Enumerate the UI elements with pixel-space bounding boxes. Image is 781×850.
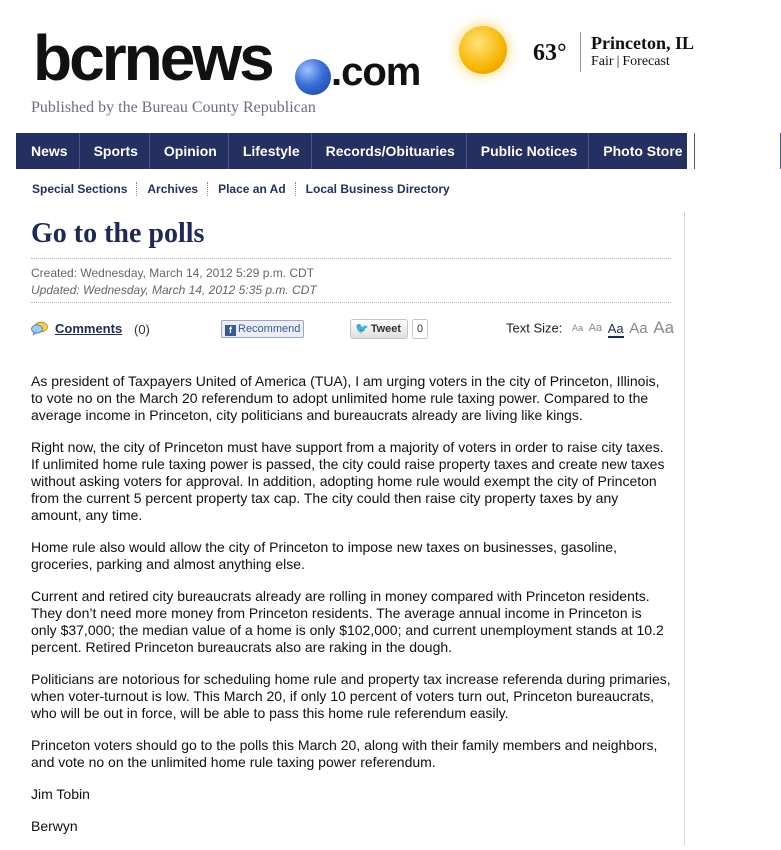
weather-divider [580, 32, 581, 72]
weather-city[interactable]: Princeton, IL [591, 33, 694, 53]
article-title: Go to the polls [31, 218, 205, 249]
main-nav [16, 133, 769, 169]
nav-item-news[interactable]: News [16, 133, 80, 169]
updated-timestamp: Updated: Wednesday, March 14, 2012 5:35 p.m. CDT [31, 283, 317, 297]
article-body [31, 373, 671, 850]
tweet-button[interactable] [350, 319, 408, 339]
weather-links [591, 54, 670, 70]
content-right-border [684, 212, 685, 845]
title-divider [31, 258, 671, 259]
nav-item-lifestyle[interactable]: Lifestyle [229, 133, 312, 169]
article-paragraph: Right now, the city of Princeton must have support from a majority of voters in order to raise city taxes. If unlimited home rule taxing power is passed, the city could raise property taxes and create new taxes without asking voters for approval. In addition, adopting home rule would exempt the city of Princeton from the current 5 percent property tax cap. The city could then raise city property taxes by any amount, any time. [31, 439, 665, 523]
comments-count: (0) [134, 322, 150, 337]
site-header [0, 0, 694, 132]
article-paragraph: Current and retired city bureaucrats already are rolling in money compared with Princeton residents. They don’t need more money from Princeton residents. The average annual income in Princeton is only $37,000; the median value of a home is only $102,000; and current unemployment stands at 10.2 percent. Retired Princeton bureaucrats also are raking in the dough. [31, 588, 664, 655]
logo-main-text: bcrnews [33, 22, 272, 94]
tweet-label: Tweet [370, 323, 402, 335]
subnav-item-special-sections[interactable]: Special Sections [32, 182, 137, 196]
logo-suffix-text: .com [331, 50, 421, 94]
nav-item-photo-store[interactable]: Photo Store [589, 133, 694, 169]
text-size-control [506, 318, 674, 338]
logo-ball-icon [295, 59, 331, 95]
facebook-recommend-label: Recommend [238, 323, 301, 335]
weather-separator: | [616, 54, 620, 69]
nav-item-sports[interactable]: Sports [80, 133, 150, 169]
nav-item-records-obituaries[interactable]: Records/Obituaries [312, 133, 467, 169]
article-meta [31, 265, 317, 299]
weather-condition: Fair [591, 54, 614, 69]
site-tagline: Published by the Bureau County Republican [31, 99, 316, 116]
subnav-item-place-an-ad[interactable]: Place an Ad [218, 182, 296, 196]
forecast-link[interactable]: Forecast [622, 54, 670, 69]
subnav-item-local-business-directory[interactable]: Local Business Directory [305, 182, 450, 196]
nav-item-opinion[interactable]: Opinion [150, 133, 229, 169]
created-timestamp: Created: Wednesday, March 14, 2012 5:29 p.m. CDT [31, 266, 315, 280]
comments-link[interactable]: Comments [55, 321, 123, 336]
author-name: Jim Tobin [31, 786, 90, 802]
sub-nav [32, 182, 469, 196]
article-paragraph: Princeton voters should go to the polls this March 20, along with their family members and neighbors, and vote no on the unlimited home rule taxing power referendum. [31, 737, 658, 770]
article-paragraph: Politicians are notorious for scheduling home rule and property tax increase referenda during primaries, when voter-turnout is low. This March 20, if only 10 percent of voters turn out, Princeton bureaucrats, who will be out in force, will be able to pass this home rule referendum easily. [31, 671, 671, 721]
author-location: Berwyn [31, 818, 78, 834]
text-size-small[interactable]: Aa [588, 322, 603, 334]
nav-item-public-notices[interactable]: Public Notices [467, 133, 589, 169]
weather-temperature: 63° [533, 40, 567, 66]
text-size-xlarge[interactable]: Aa [653, 318, 675, 337]
facebook-recommend-button[interactable] [221, 320, 304, 338]
meta-divider [31, 302, 671, 303]
nav-item-contests[interactable]: Contests [695, 133, 781, 169]
twitter-bird-icon: 🐦 [355, 323, 369, 335]
text-size-medium[interactable]: Aa [607, 320, 624, 336]
sun-icon [459, 26, 507, 74]
facebook-icon: f [225, 325, 236, 336]
subnav-item-archives[interactable]: Archives [147, 182, 208, 196]
comment-icon[interactable] [31, 321, 48, 335]
tweet-count: 0 [412, 319, 428, 339]
article-paragraph: As president of Taxpayers United of America (TUA), I am urging voters in the city of Princeton, Illinois, to vote no on the March 20 referendum to adopt unlimited home rule taxing power. Compared to the average income in Princeton, city politicians and bureaucrats already are living like kings. [31, 373, 660, 423]
article-tools [31, 316, 675, 342]
site-logo[interactable] [33, 22, 423, 94]
text-size-xsmall[interactable]: Aa [571, 323, 583, 333]
text-size-large[interactable]: Aa [629, 319, 648, 337]
article-paragraph: Home rule also would allow the city of Princeton to impose new taxes on businesses, gasoline, groceries, parking and almost anything else. [31, 539, 617, 572]
text-size-label: Text Size: [506, 320, 563, 336]
